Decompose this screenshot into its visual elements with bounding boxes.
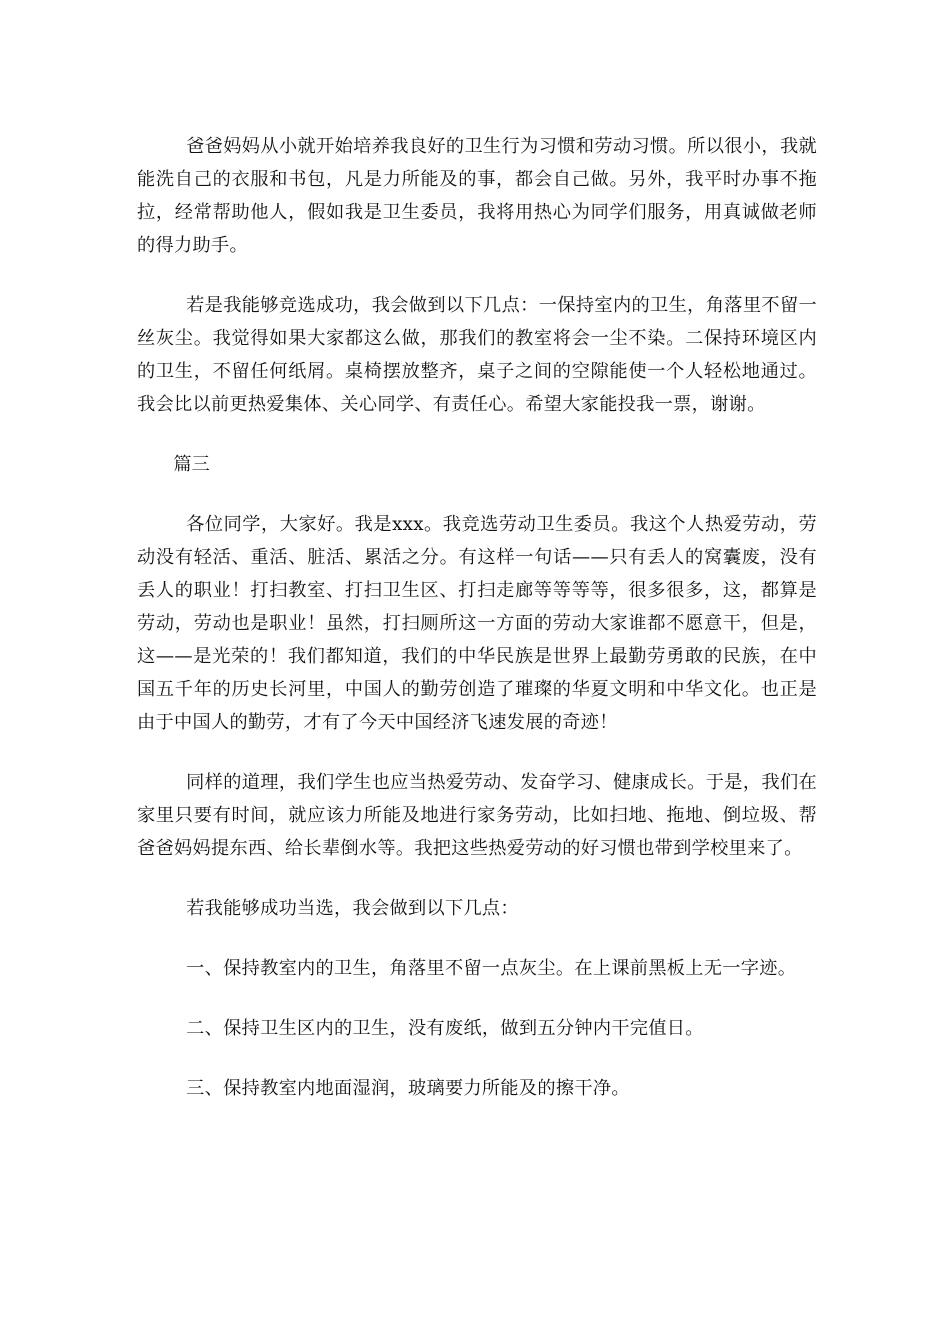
section-heading: 篇三 [173, 454, 210, 475]
pledge-item-3: 三、保持教室内地面湿润，玻璃要力所能及的擦干净。 [186, 1078, 630, 1099]
paragraph-election-pledge: 若是我能够竞选成功，我会做到以下几点：一保持室内的卫生，角落里不留一丝灰尘。我觉得如果大家都这么做，那我们的教室将会一尘不染。二保持环境区内的卫生，不留任何纸屑。桌椅摆放整齐，桌子之间的空隙能使一个人轻松地通过。我会比以前更热爱集体、关心同学、有责任心。希望大家能投我一票，谢谢。 [137, 295, 817, 415]
pledge-item-1: 一、保持教室内的卫生，角落里不留一点灰尘。在上课前黑板上无一字迹。 [186, 958, 797, 979]
paragraph-pledge-intro: 若我能够成功当选，我会做到以下几点： [186, 898, 519, 919]
paragraph-parents-habits: 爸爸妈妈从小就开始培养我良好的卫生行为习惯和劳动习惯。所以很小，我就能洗自己的衣服和书包，凡是力所能及的事，都会自己做。另外，我平时办事不拖拉，经常帮助他人，假如我是卫生委员，我将用热心为同学们服务，用真诚做老师的得力助手。 [137, 136, 817, 256]
document-body [137, 130, 817, 1132]
paragraph-same-principle: 同样的道理，我们学生也应当热爱劳动、发奋学习、健康成长。于是，我们在家里只要有时间，就应该力所能及地进行家务劳动，比如扫地、拖地、倒垃圾、帮爸爸妈妈提东西、给长辈倒水等。我把这些热爱劳动的好习惯也带到学校里来了。 [137, 772, 817, 859]
paragraph-introduction: 各位同学，大家好。我是xxx。我竞选劳动卫生委员。我这个人热爱劳动，劳动没有轻活、重活、脏活、累活之分。有这样一句话——只有丢人的窝囊废，没有丢人的职业！打扫教室、打扫卫生区、打扫走廊等等等等，很多很多，这，都算是劳动，劳动也是职业！虽然，打扫厕所这一方面的劳动大家谁都不愿意干，但是，这——是光荣的！我们都知道，我们的中华民族是世界上最勤劳勇敢的民族，在中国五千年的历史长河里，中国人的勤劳创造了璀璨的华夏文明和中华文化。也正是由于中国人的勤劳，才有了今天中国经济飞速发展的奇迹！ [137, 514, 817, 733]
pledge-item-2: 二、保持卫生区内的卫生，没有废纸，做到五分钟内干完值日。 [186, 1018, 704, 1039]
